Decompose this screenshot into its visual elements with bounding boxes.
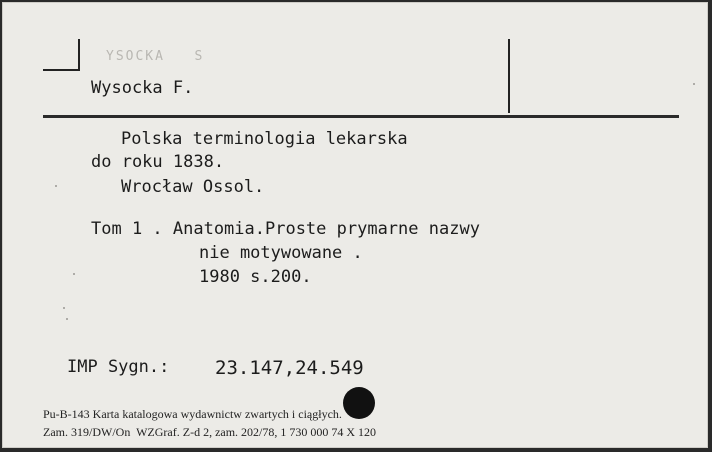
- title-line-2: do roku 1838.: [91, 152, 225, 172]
- header-rule: [43, 115, 679, 118]
- footer-line-1: Pu-B-143 Karta katalogowa wydawnictw zwartych i ciągłych.: [43, 407, 342, 421]
- signature-label: IMP Sygn.:: [67, 357, 170, 377]
- faded-stamp: YSOCKA S: [106, 49, 205, 64]
- paper-speck: [693, 83, 695, 85]
- catalog-card: [2, 2, 708, 448]
- volume-line-3: 1980 s.200.: [199, 267, 312, 287]
- footer-line-2: Zam. 319/DW/On WZGraf. Z-d 2, zam. 202/78, 1 730 000 74 X 120: [43, 425, 377, 439]
- title-line-3: Wrocław Ossol.: [121, 177, 265, 197]
- paper-speck: [55, 185, 57, 187]
- paper-speck: [63, 307, 65, 309]
- volume-line-1: Tom 1 . Anatomia.Proste prymarne nazwy: [91, 219, 480, 239]
- paper-speck: [73, 273, 75, 275]
- title-line-1: Polska terminologia lekarska: [121, 129, 408, 149]
- volume-line-2: nie motywowane .: [199, 243, 363, 263]
- header-corner-underline: [43, 69, 80, 71]
- header-corner-line: [78, 39, 80, 69]
- author-name: Wysocka F.: [91, 78, 194, 98]
- signature-value: 23.147,24.549: [215, 357, 364, 379]
- header-divider-line: [508, 39, 510, 113]
- punch-hole: [343, 387, 375, 419]
- paper-speck: [66, 318, 68, 320]
